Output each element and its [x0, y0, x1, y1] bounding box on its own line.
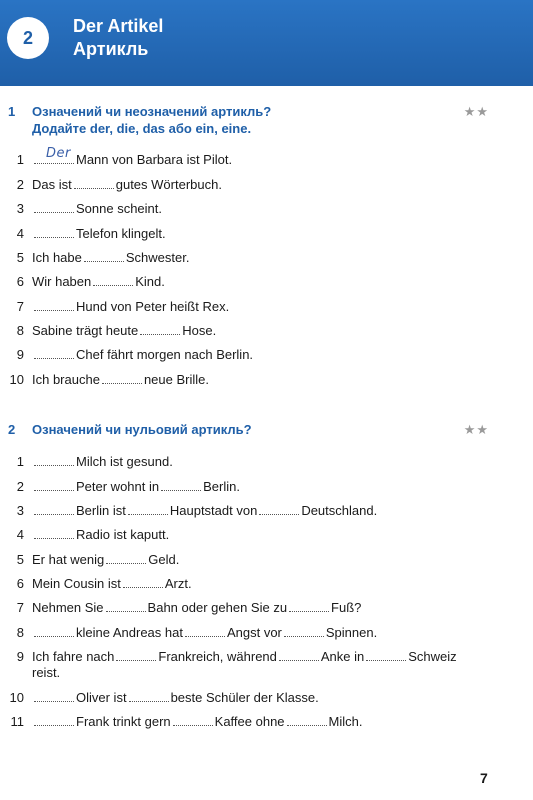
answer-blank[interactable]: [34, 146, 74, 164]
sentence-text: neue Brille.: [143, 372, 209, 387]
sentence-text: kleine Andreas hat: [76, 625, 183, 640]
item-sentence: [32, 527, 169, 543]
sentence-text: Spinnen.: [325, 625, 378, 640]
answer-blank[interactable]: [34, 692, 74, 702]
item-number: 8: [16, 323, 24, 338]
answer-blank[interactable]: [279, 651, 319, 661]
item-number: 9: [16, 347, 24, 362]
answer-blank[interactable]: [289, 602, 329, 612]
answer-blank[interactable]: [173, 716, 213, 726]
sentence-text: Anke in: [320, 649, 365, 664]
item-number: 7: [16, 600, 24, 615]
difficulty-stars-icon: ★★: [463, 104, 489, 119]
answer-blank[interactable]: [128, 505, 168, 515]
sentence-text: Frankreich, während: [158, 649, 277, 664]
sentence-text: Frank trinkt gern: [76, 714, 171, 729]
chapter-number-badge: [7, 17, 49, 59]
item-sentence: [32, 625, 377, 641]
sentence-text: Kaffee ohne: [214, 714, 285, 729]
item-sentence: [32, 576, 192, 592]
item-sentence: [32, 649, 457, 665]
sentence-text: Peter wohnt in: [76, 479, 160, 494]
sentence-text: Berlin.: [203, 479, 240, 494]
answer-blank[interactable]: [106, 602, 146, 612]
exercise-2-title: Означений чи нульовий артикль?: [32, 422, 252, 437]
sentence-text: Mein Cousin ist: [32, 576, 121, 591]
answer-blank[interactable]: [106, 554, 146, 564]
exercise-1-number: 1: [8, 104, 16, 119]
item-sentence: [32, 503, 377, 519]
sentence-text: Radio ist kaputt.: [76, 527, 170, 542]
sentence-text: Fuß?: [331, 600, 362, 615]
sentence-text: gutes Wörterbuch.: [115, 177, 222, 192]
item-number: 5: [16, 552, 24, 567]
item-sentence: [32, 347, 253, 363]
item-sentence: [32, 226, 166, 242]
sentence-text: Arzt.: [164, 576, 192, 591]
exercise-2-number: 2: [8, 422, 16, 437]
sentence-text: Sabine trägt heute: [32, 323, 139, 338]
sentence-text: Deutschland.: [301, 503, 378, 518]
sentence-text: Nehmen Sie: [32, 600, 104, 615]
item-number: 2: [16, 177, 24, 192]
difficulty-stars-icon: ★★: [463, 422, 489, 437]
sentence-text: Hose.: [182, 323, 217, 338]
chapter-title: Der Artikel: [73, 16, 164, 36]
answer-blank[interactable]: [74, 179, 114, 189]
sentence-text: Geld.: [148, 552, 180, 567]
answer-blank[interactable]: [34, 627, 74, 637]
answer-blank[interactable]: [123, 578, 163, 588]
sentence-text: Schweiz: [408, 649, 457, 664]
answer-blank[interactable]: [93, 276, 133, 286]
answer-blank[interactable]: [34, 349, 74, 359]
answer-blank[interactable]: [161, 481, 201, 491]
answer-blank[interactable]: [34, 529, 74, 539]
answer-blank[interactable]: [129, 692, 169, 702]
item-sentence: [32, 323, 216, 339]
exercise-1-title: Означений чи неозначений артикль?: [32, 104, 272, 119]
item-sentence: [32, 177, 222, 193]
item-number: 9: [16, 649, 24, 664]
item-number: 6: [16, 274, 24, 289]
item-number: 2: [16, 479, 24, 494]
exercise-1-heading: [8, 104, 271, 120]
sentence-text: Milch.: [328, 714, 363, 729]
sentence-text: Ich fahre nach: [32, 649, 115, 664]
item-sentence: [32, 201, 162, 217]
sentence-text: Milch ist gesund.: [76, 454, 173, 469]
answer-blank[interactable]: [287, 716, 327, 726]
sentence-text: Hauptstadt von: [169, 503, 258, 518]
item-number: 10: [9, 690, 24, 705]
item-number: 10: [9, 372, 24, 387]
answer-blank[interactable]: [84, 252, 124, 262]
chapter-header: [0, 0, 533, 86]
answer-blank[interactable]: [185, 627, 225, 637]
sentence-text: Oliver ist: [76, 690, 127, 705]
handwritten-answer: Der: [46, 146, 71, 161]
answer-blank[interactable]: [34, 505, 74, 515]
item-sentence: [32, 454, 173, 470]
item-number: 11: [10, 714, 24, 729]
sentence-text: Bahn oder gehen Sie zu: [147, 600, 288, 615]
item-number: 4: [16, 527, 24, 542]
sentence-text: Schwester.: [125, 250, 190, 265]
item-sentence: [32, 479, 240, 495]
answer-blank[interactable]: [116, 651, 156, 661]
page-number: 7: [480, 770, 488, 786]
sentence-text: Ich habe: [32, 250, 82, 265]
answer-blank[interactable]: [34, 203, 74, 213]
sentence-text: Wir haben: [32, 274, 92, 289]
item-sentence: [32, 552, 179, 568]
sentence-text: Chef fährt morgen nach Berlin.: [76, 347, 254, 362]
sentence-text: Er hat wenig: [32, 552, 105, 567]
answer-blank[interactable]: [140, 325, 180, 335]
item-sentence: [32, 146, 233, 168]
item-sentence: [32, 372, 209, 388]
answer-blank[interactable]: [34, 481, 74, 491]
item-number: 3: [16, 503, 24, 518]
sentence-text: Das ist: [32, 177, 72, 192]
answer-blank[interactable]: [34, 716, 74, 726]
exercise-2-heading: [8, 422, 252, 438]
sentence-text: Hund von Peter heißt Rex.: [76, 299, 230, 314]
item-sentence: [32, 274, 165, 290]
sentence-text: beste Schüler der Klasse.: [170, 690, 319, 705]
answer-blank[interactable]: [259, 505, 299, 515]
item-number: 3: [16, 201, 24, 216]
item-number: 6: [16, 576, 24, 591]
exercise-1-instruction: Додайте der, die, das або ein, eine.: [32, 121, 252, 136]
item-number: 5: [16, 250, 24, 265]
answer-blank[interactable]: [34, 228, 74, 238]
item-number: 8: [16, 625, 24, 640]
sentence-text: Berlin ist: [76, 503, 126, 518]
item-sentence: [32, 600, 361, 616]
item-number: 4: [16, 226, 24, 241]
chapter-number: 2: [22, 27, 33, 48]
answer-blank[interactable]: [102, 374, 142, 384]
item-number: 1: [16, 454, 24, 469]
sentence-text: Angst vor: [226, 625, 282, 640]
sentence-text: Telefon klingelt.: [76, 226, 166, 241]
item-sentence: [32, 250, 189, 266]
item-sentence: [32, 690, 319, 706]
sentence-text: Mann von Barbara ist Pilot.: [76, 152, 233, 167]
chapter-subtitle: Артикль: [73, 39, 149, 59]
sentence-continuation: reist.: [32, 665, 61, 680]
sentence-text: Ich brauche: [32, 372, 100, 387]
item-sentence: [32, 714, 363, 730]
answer-blank[interactable]: [34, 456, 74, 466]
answer-blank[interactable]: [34, 301, 74, 311]
answer-blank[interactable]: [366, 651, 406, 661]
sentence-text: Sonne scheint.: [76, 201, 163, 216]
item-number: 1: [16, 152, 24, 167]
item-sentence: [32, 299, 229, 315]
answer-blank[interactable]: [284, 627, 324, 637]
item-number: 7: [16, 299, 24, 314]
sentence-text: Kind.: [135, 274, 165, 289]
